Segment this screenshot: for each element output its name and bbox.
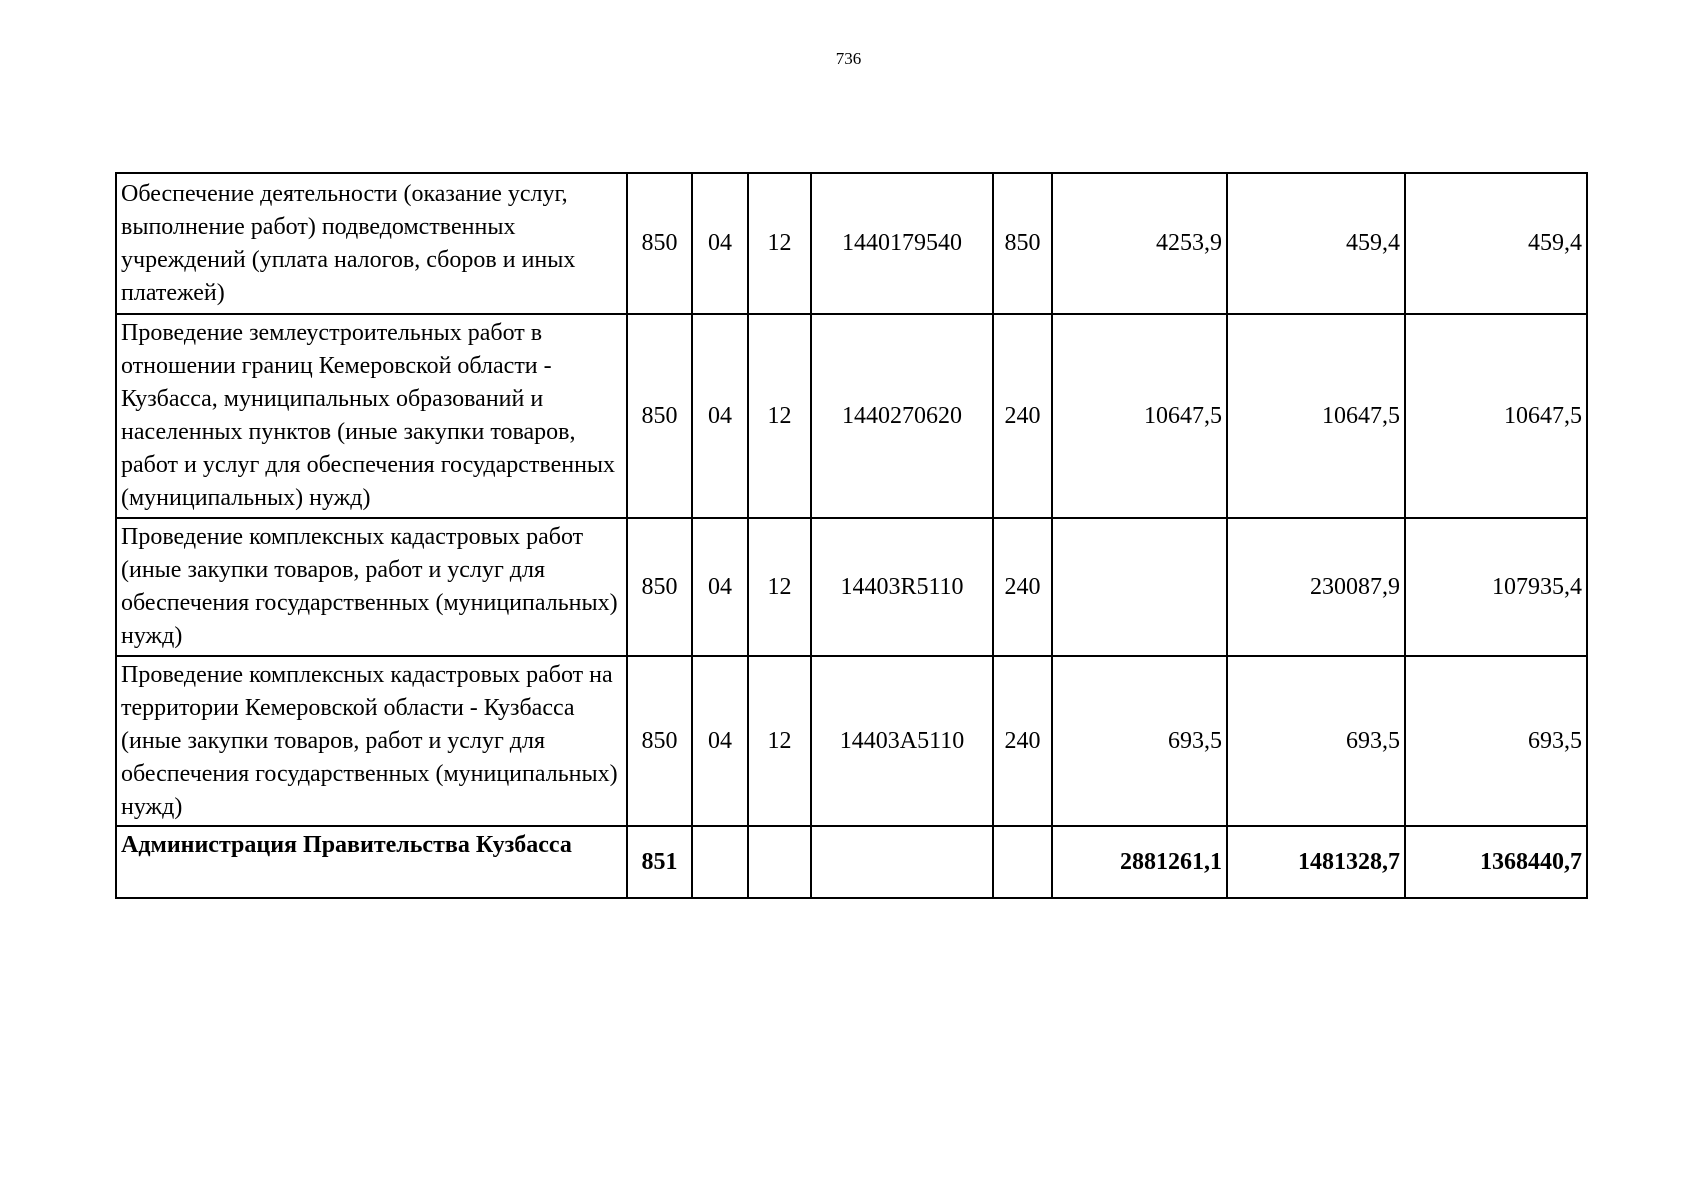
subsection-code: 12: [748, 518, 811, 656]
total-ministry-code: 851: [627, 826, 692, 898]
target-article-code: 1440179540: [811, 173, 993, 314]
table-row: [116, 173, 1587, 314]
amount-1: [1052, 518, 1227, 656]
amount-3: 10647,5: [1405, 314, 1587, 518]
section-code: 04: [692, 656, 748, 826]
expense-type-code: 240: [993, 518, 1052, 656]
amount-2: 693,5: [1227, 656, 1405, 826]
amount-1: 10647,5: [1052, 314, 1227, 518]
amount-1: 693,5: [1052, 656, 1227, 826]
target-article-code: 1440270620: [811, 314, 993, 518]
amount-3: 107935,4: [1405, 518, 1587, 656]
expense-type-code: 240: [993, 656, 1052, 826]
total-amount-2: 1481328,7: [1227, 826, 1405, 898]
table-row: [116, 656, 1587, 826]
total-amount-1: 2881261,1: [1052, 826, 1227, 898]
table-row: [116, 518, 1587, 656]
target-article-code: 14403R5110: [811, 518, 993, 656]
section-code: 04: [692, 518, 748, 656]
page-number: 736: [835, 49, 862, 68]
subsection-code: 12: [748, 656, 811, 826]
table-row: [116, 314, 1587, 518]
row-description: Проведение комплексных кадастровых работ (иные закупки товаров, работ и услуг для обеспечения государственных (муниципальных) нужд): [116, 518, 627, 656]
ministry-code: 850: [627, 173, 692, 314]
section-code: 04: [692, 314, 748, 518]
row-description: Проведение комплексных кадастровых работ на территории Кемеровской области - Кузбасса (иные закупки товаров, работ и услуг для обеспечения государственных (муниципальных) нужд): [116, 656, 627, 826]
expense-type-code: 240: [993, 314, 1052, 518]
expense-type-code: 850: [993, 173, 1052, 314]
subsection-code: 12: [748, 314, 811, 518]
ministry-code: 850: [627, 518, 692, 656]
amount-3: 693,5: [1405, 656, 1587, 826]
target-article-code: 14403А5110: [811, 656, 993, 826]
amount-2: 10647,5: [1227, 314, 1405, 518]
ministry-code: 850: [627, 314, 692, 518]
budget-table: [115, 172, 1588, 899]
total-description: Администрация Правительства Кузбасса: [116, 826, 627, 898]
total-amount-3: 1368440,7: [1405, 826, 1587, 898]
row-description: Обеспечение деятельности (оказание услуг, выполнение работ) подведомственных учреждений (уплата налогов, сборов и иных платежей): [116, 173, 627, 314]
section-code: 04: [692, 173, 748, 314]
subsection-code: 12: [748, 173, 811, 314]
amount-3: 459,4: [1405, 173, 1587, 314]
total-target-article-code: [811, 826, 993, 898]
ministry-code: 850: [627, 656, 692, 826]
total-section-code: [692, 826, 748, 898]
total-expense-type-code: [993, 826, 1052, 898]
total-subsection-code: [748, 826, 811, 898]
row-description: Проведение землеустроительных работ в отношении границ Кемеровской области - Кузбасса, муниципальных образований и населенных пунктов (иные закупки товаров, работ и услуг для обеспечения государственных (муниципальных) нужд): [116, 314, 627, 518]
amount-1: 4253,9: [1052, 173, 1227, 314]
amount-2: 230087,9: [1227, 518, 1405, 656]
total-row: [116, 826, 1587, 898]
amount-2: 459,4: [1227, 173, 1405, 314]
